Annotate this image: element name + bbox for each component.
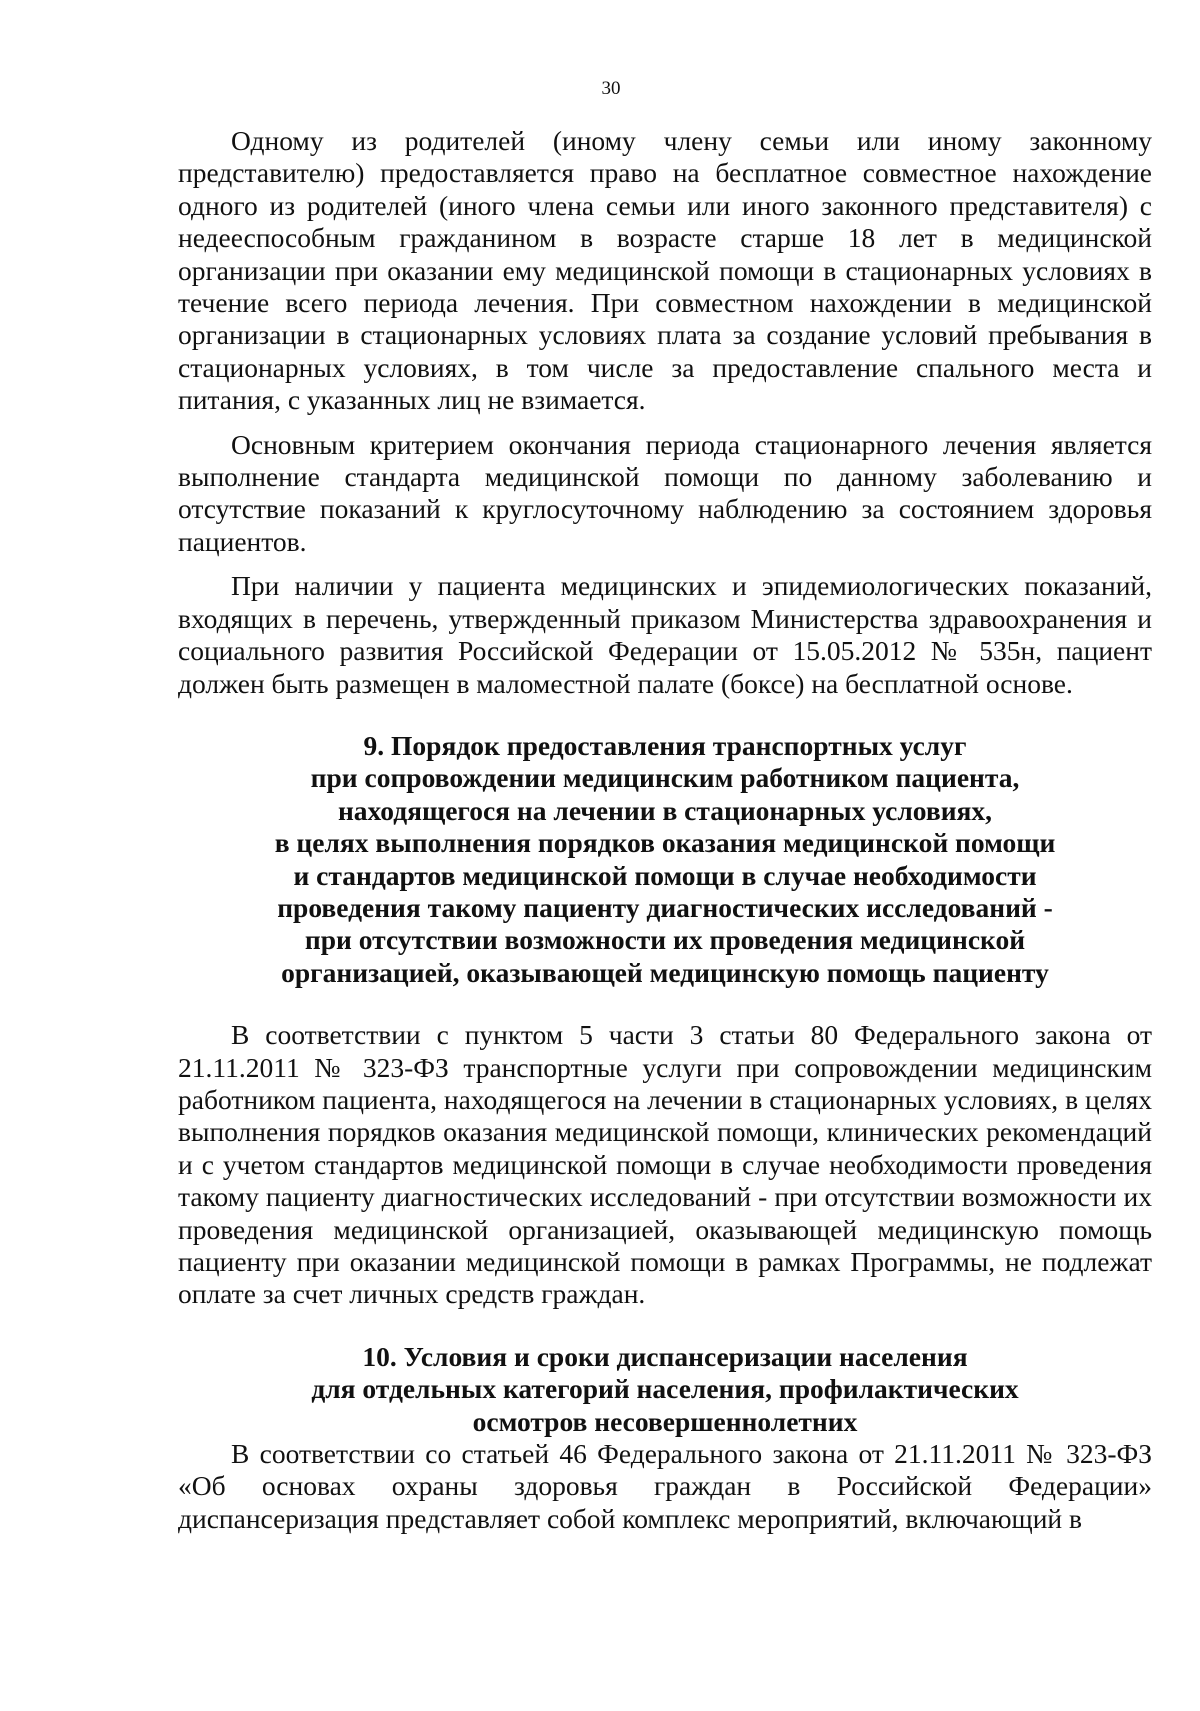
paragraph-discharge-criterion: Основным критерием окончания периода стационарного лечения является выполнение стандарта медицинской помощи по данному заболеванию и отсутствие показаний к круглосуточному наблюдению за состоянием здоровья пациентов. (178, 428, 1152, 557)
section-9-heading-line: находящегося на лечении в стационарных условиях, (337, 794, 993, 826)
section-9-heading (178, 730, 1152, 989)
page-number: 30 (601, 78, 621, 99)
section-10-heading-line: для отдельных категорий населения, профилактических (311, 1373, 1019, 1405)
section-9-heading-line: в целях выполнения порядков оказания медицинской помощи (274, 827, 1056, 859)
section-9-heading-line: 9. Порядок предоставления транспортных услуг (363, 729, 967, 761)
section-9-heading-line: и стандартов медицинской помощи в случае необходимости (293, 859, 1037, 891)
paragraph-joint-stay: Одному из родителей (иному члену семьи или иному законному представителю) предоставляется право на бесплатное совместное нахождение одного из родителей (иного члена семьи или иного законного представителя) с недееспособным гражданином в возрасте старше 18 лет в медицинской организации при оказании ему медицинской помощи в стационарных условиях в течение всего периода лечения. При совместном нахождении в медицинской организации в стационарных условиях плата за создание условий пребывания в стационарных условиях, в том числе за предоставление спального места и питания, с указанных лиц не взимается. (178, 125, 1152, 416)
paragraph-transport-services: В соответствии с пунктом 5 части 3 статьи 80 Федерального закона от 21.11.2011 № 323-ФЗ транспортные услуги при сопровождении медицинским работником пациента, находящегося на лечении в стационарных условиях, в целях выполнения порядков оказания медицинской помощи, клинических рекомендаций и с учетом стандартов медицинской помощи в случае необходимости проведения такому пациенту диагностических исследований - при отсутствии возможности их проведения медицинской организацией, оказывающей медицинскую помощь пациенту при оказании медицинской помощи в рамках Программы, не подлежат оплате за счет личных средств граждан. (178, 1019, 1152, 1310)
section-9-heading-line: проведения такому пациенту диагностических исследований - (277, 891, 1053, 923)
section-10-heading-line: 10. Условия и сроки диспансеризации населения (362, 1340, 968, 1372)
paragraph-isolation-ward: При наличии у пациента медицинских и эпидемиологических показаний, входящих в перечень, утвержденный приказом Министерства здравоохранения и социального развития Российской Федерации от 15.05.2012 № 535н, пациент должен быть размещен в маломестной палате (боксе) на бесплатной основе. (178, 570, 1152, 699)
section-9-heading-line: при отсутствии возможности их проведения медицинской (304, 924, 1026, 956)
section-9-heading-line: организацией, оказывающей медицинскую помощь пациенту (281, 956, 1049, 988)
section-9-heading-line: при сопровождении медицинским работником пациента, (310, 762, 1020, 794)
section-10-heading-line: осмотров несовершеннолетних (472, 1405, 858, 1437)
section-10-heading (178, 1341, 1152, 1438)
paragraph-dispensary: В соответствии со статьей 46 Федерального закона от 21.11.2011 № 323-ФЗ «Об основах охраны здоровья граждан в Российской Федерации» диспансеризация представляет собой комплекс мероприятий, включающий в (178, 1438, 1152, 1534)
document-body (178, 125, 1152, 1535)
